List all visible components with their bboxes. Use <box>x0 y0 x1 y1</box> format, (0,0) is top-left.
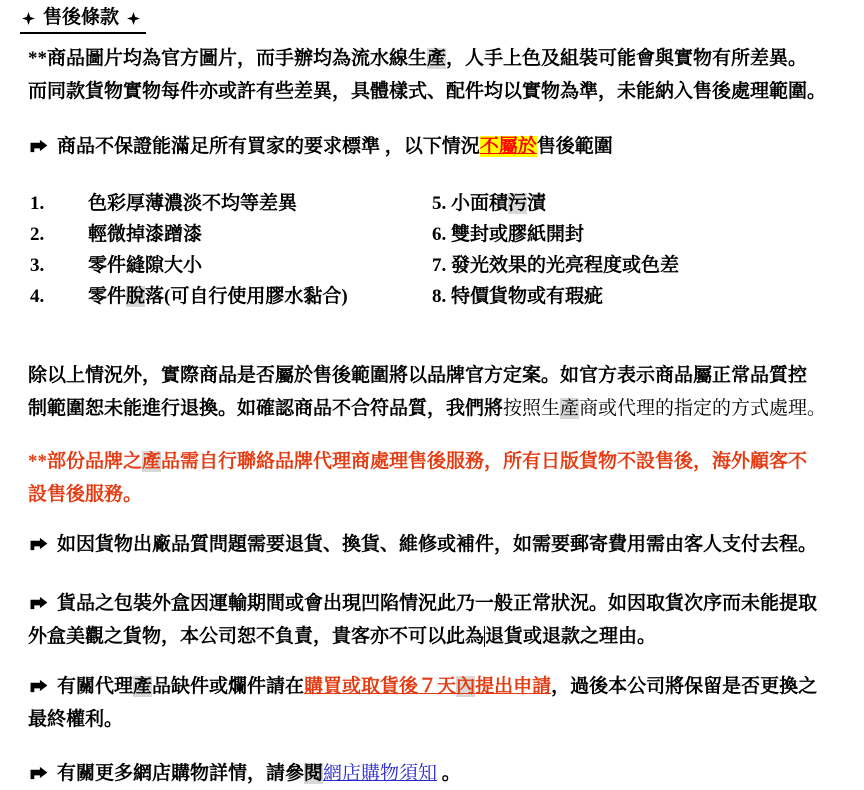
text-segment: 落(可自行使用膠水黏合) <box>145 286 348 307</box>
text-segment: 商或代理的指定的方式處理。 <box>579 398 827 419</box>
paragraph-line <box>28 478 856 511</box>
brand-agent-red-notice <box>28 445 856 511</box>
text-segment: 7. 發光效果的光亮程度或色差 <box>432 255 680 276</box>
star-icon <box>127 12 140 25</box>
bullet-arrow-icon <box>28 595 49 610</box>
star-icon <box>22 12 35 25</box>
text-segment: 輕微掉漆蹭漆 <box>88 224 203 245</box>
exclusions-list <box>30 188 856 312</box>
text-segment: ，人手上色及組裝可能會與實物有所差異。 <box>446 48 808 69</box>
text-segment: 漬 <box>527 193 547 214</box>
missing-parts-claim-paragraph <box>28 670 856 736</box>
text-segment: ，過後本公司將保留是否更換之 <box>551 676 818 697</box>
text-segment: 品缺件或爛件請在 <box>152 676 305 697</box>
text-segment: 6. 雙封或膠紙開封 <box>432 224 585 245</box>
text-segment: 污 <box>508 193 528 214</box>
claim-deadline-emphasis: 內 <box>456 676 476 697</box>
bullet-arrow-icon <box>28 765 49 780</box>
list-item-left <box>88 219 432 250</box>
text-segment: 最終權利。 <box>28 709 124 730</box>
text-segment: 退貨或退款之理由。 <box>485 626 657 647</box>
text-segment: 零件縫隙大小 <box>88 255 203 276</box>
paragraph-line <box>28 130 856 163</box>
official-decision-paragraph <box>28 359 856 425</box>
bullet-arrow-icon <box>28 138 49 153</box>
bullet-arrow-icon <box>28 536 49 551</box>
list-item-left <box>88 281 432 312</box>
list-item-right <box>432 219 856 250</box>
text-segment: 色彩厚薄濃淡不均等差異 <box>88 193 298 214</box>
text-segment: 產 <box>142 451 162 472</box>
text-segment: 商品不保證能滿足所有買家的要求標準 ，以下情況 <box>57 136 480 157</box>
list-number: 1. <box>30 193 45 214</box>
text-segment: 閱 <box>304 763 324 784</box>
text-segment: 售後範圍 <box>536 136 613 157</box>
list-number: 2. <box>30 224 45 245</box>
packaging-dent-paragraph <box>28 587 856 653</box>
text-segment: 脫 <box>126 286 146 307</box>
list-number: 3. <box>30 255 45 276</box>
paragraph-line <box>28 670 856 703</box>
claim-deadline-emphasis: 購買或取貨後７天 <box>304 676 457 697</box>
paragraph-line <box>28 445 856 478</box>
bullet-arrow-icon <box>28 678 49 693</box>
text-segment: 8. 特價貨物或有瑕疵 <box>432 286 604 307</box>
link-store-shopping-notice[interactable]: 網店購物須知 <box>323 763 438 784</box>
text-segment: 設售後服務。 <box>28 484 143 505</box>
text-segment: 品需自行聯絡品牌代理商處理售後服務，所有日版貨物不設售後，海外顧客不 <box>161 451 808 472</box>
return-shipping-paragraph <box>28 528 856 561</box>
document-body <box>28 42 856 790</box>
claim-deadline-emphasis: 提出申請 <box>475 676 552 697</box>
paragraph-line <box>28 359 856 392</box>
list-item-left <box>88 188 432 219</box>
page-title <box>20 6 146 34</box>
paragraph-line <box>28 528 856 561</box>
text-segment: 產 <box>133 676 153 697</box>
page-title-text: 售後條款 <box>43 7 120 28</box>
text-segment: 除以上情況外，實際商品是否屬於售後範圍將以品牌官方定案。如官方表示商品屬正常品質控 <box>28 365 808 386</box>
list-item-right <box>432 250 856 281</box>
exclusion-list-row <box>30 281 856 312</box>
exclusion-list-row <box>30 250 856 281</box>
text-segment: 如因貨物出廠品質問題需要退貨、換貨、維修或補件，如需要郵寄費用需由客人支付去程。 <box>57 534 818 555</box>
text-segment: 有關更多網店購物詳情，請參 <box>57 763 305 784</box>
paragraph-line <box>28 42 856 75</box>
paragraph-line <box>28 75 856 108</box>
text-segment: **商品圖片均為官方圖片，而手辦均為流水線生 <box>28 48 428 69</box>
text-segment: 按照生 <box>503 398 561 419</box>
paragraph-line <box>28 587 856 620</box>
list-number: 4. <box>30 286 45 307</box>
list-item-left <box>88 250 432 281</box>
text-segment: **部份品牌之 <box>28 451 143 472</box>
paragraph-line <box>28 703 856 736</box>
text-segment: 。 <box>437 763 461 784</box>
text-segment: 貨品之包裝外盒因運輸期間或會出現凹陷情況此乃一般正常狀況。如因取貨次序而未能提取 <box>57 593 818 614</box>
text-segment: 5. 小面積 <box>432 193 509 214</box>
store-notice-paragraph <box>28 757 856 790</box>
text-segment: 產 <box>560 398 580 419</box>
exclusion-list-row <box>30 188 856 219</box>
list-item-right <box>432 281 856 312</box>
paragraph-line <box>28 757 856 790</box>
exclusion-list-row <box>30 219 856 250</box>
highlight-not-covered: 不屬於 <box>479 136 537 157</box>
intro-paragraph <box>28 42 856 108</box>
text-segment: 外盒美觀之貨物，本公司恕不負責，貴客亦不可以此為 <box>28 626 485 647</box>
text-segment: 有關代理 <box>57 676 134 697</box>
list-item-right <box>432 188 856 219</box>
not-covered-statement <box>28 130 856 163</box>
page-title-row <box>20 6 856 34</box>
text-segment: 產 <box>427 48 447 69</box>
text-segment: 而同款貨物實物每件亦或許有些差異，具體樣式、配件均以實物為準，未能納入售後處理範圍。 <box>28 81 827 102</box>
paragraph-line <box>28 392 856 425</box>
paragraph-line <box>28 620 856 653</box>
text-segment: 零件 <box>88 286 127 307</box>
text-segment: 制範圍恕未能進行退換。如確認商品不合符品質，我們將 <box>28 398 504 419</box>
